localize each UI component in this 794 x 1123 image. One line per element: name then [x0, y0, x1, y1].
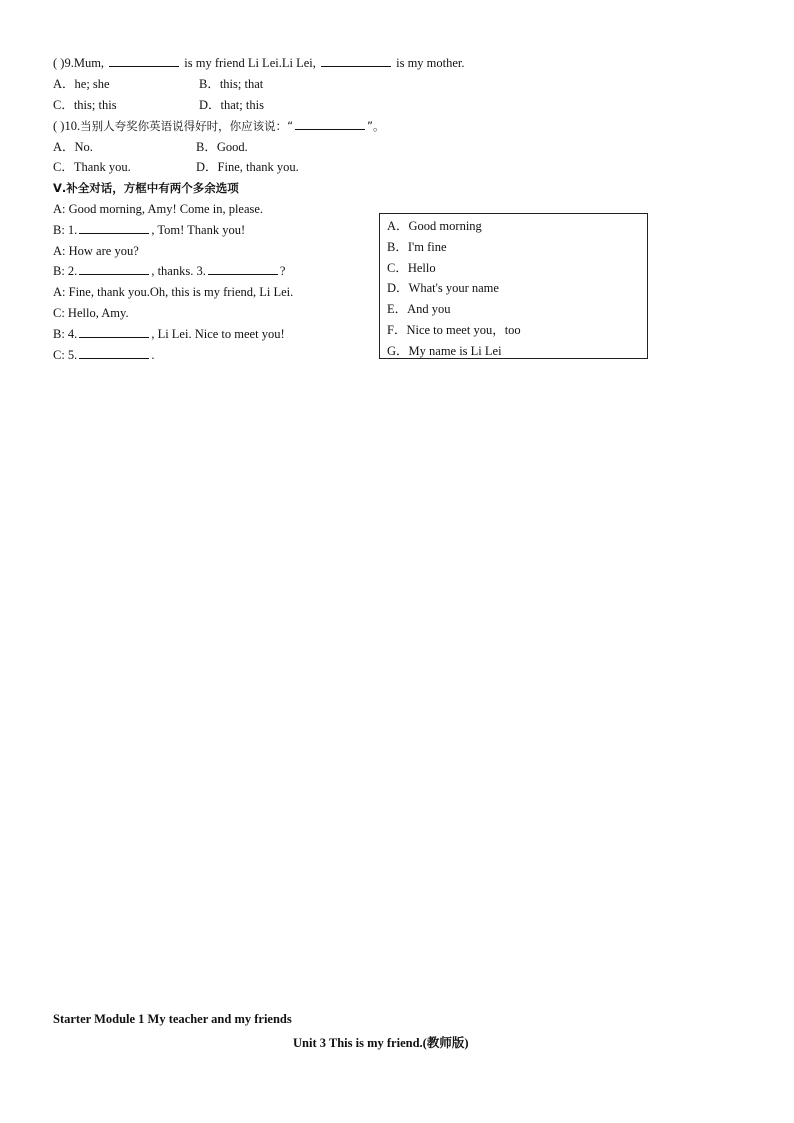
option-d: D．that; this	[199, 98, 264, 112]
question-9-options-row2	[53, 97, 264, 113]
dialogue-text: C: 5.	[53, 348, 78, 362]
dialogue-line	[53, 222, 245, 238]
question-10	[53, 118, 385, 134]
question-text: is my mother.	[392, 56, 465, 70]
answer-blank[interactable]	[295, 118, 365, 130]
answer-paren: ( )	[53, 119, 65, 133]
question-10-options-row1	[53, 139, 248, 155]
dialogue-line	[53, 326, 285, 342]
dialogue-line	[53, 347, 154, 363]
question-10-options-row2	[53, 159, 299, 175]
question-number: 10.	[64, 119, 81, 133]
choice-a: A．Good morning	[387, 219, 482, 233]
option-a: A．No.	[53, 140, 93, 154]
option-b: B．this; that	[199, 77, 264, 91]
answer-paren: ( )	[53, 56, 65, 70]
question-9	[53, 55, 465, 71]
option-c: C．this; this	[53, 98, 117, 112]
choice-e: E．And you	[387, 302, 451, 316]
dialogue-line: C: Hello, Amy.	[53, 306, 129, 320]
dialogue-line: A: Fine, thank you.Oh, this is my friend, Li Lei.	[53, 285, 294, 299]
answer-blank-1[interactable]	[79, 222, 149, 234]
answer-blank[interactable]	[321, 55, 391, 67]
dialogue-text: B: 2.	[53, 264, 78, 278]
question-9-options-row1	[53, 76, 263, 92]
answer-blank-3[interactable]	[208, 263, 278, 275]
dialogue-text: ?	[279, 264, 286, 278]
choice-d: D．What's your name	[387, 281, 499, 295]
question-text: is my friend Li Lei.Li Lei,	[181, 56, 319, 70]
answer-blank-2[interactable]	[79, 263, 149, 275]
dialogue-text: .	[151, 348, 155, 362]
module-title: Starter Module 1 My teacher and my friends	[53, 1012, 292, 1026]
option-a: A．he; she	[53, 77, 110, 91]
dialogue-text: , Tom! Thank you!	[151, 223, 246, 237]
answer-blank-5[interactable]	[79, 347, 149, 359]
choice-c: C．Hello	[387, 261, 436, 275]
dialogue-line	[53, 263, 285, 279]
dialogue-text: B: 1.	[53, 223, 78, 237]
dialogue-line: A: How are you?	[53, 244, 139, 258]
question-number: 9.	[64, 56, 74, 70]
dialogue-text: , Li Lei. Nice to meet you!	[151, 327, 285, 341]
dialogue-text: B: 4.	[53, 327, 78, 341]
choice-b: B．I'm fine	[387, 240, 447, 254]
unit-title: Unit 3 This is my friend.(教师版)	[293, 1036, 469, 1050]
option-c: C．Thank you.	[53, 160, 131, 174]
dialogue-line: A: Good morning, Amy! Come in, please.	[53, 202, 264, 216]
option-d: D．Fine, thank you.	[196, 160, 299, 174]
question-text-end: ”。	[367, 119, 385, 133]
dialogue-text: , thanks. 3.	[151, 264, 206, 278]
answer-blank-4[interactable]	[79, 326, 149, 338]
option-b: B．Good.	[196, 140, 248, 154]
choices-box	[379, 213, 648, 359]
question-text: 当别人夸奖你英语说得好时，你应该说：“	[80, 119, 294, 133]
choice-f: F．Nice to meet you，too	[387, 323, 521, 337]
answer-blank[interactable]	[109, 55, 179, 67]
question-text: Mum,	[73, 56, 108, 70]
section-heading: Ⅴ.补全对话，方框中有两个多余选项	[53, 181, 239, 195]
choice-g: G．My name is Li Lei	[387, 344, 502, 358]
